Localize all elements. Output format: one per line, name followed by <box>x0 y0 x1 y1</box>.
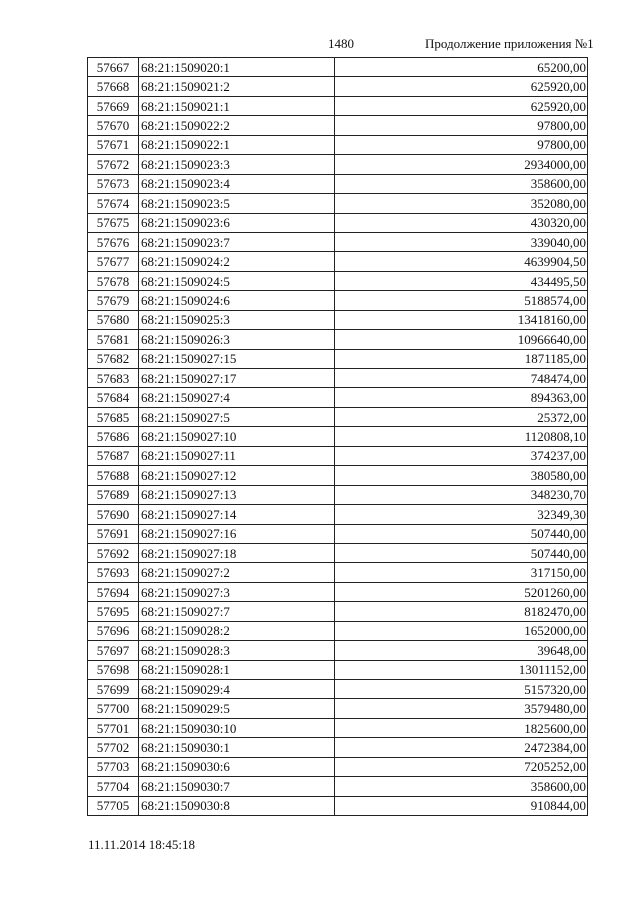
cadastral-number-cell: 68:21:1509022:1 <box>139 135 335 154</box>
table-row <box>88 680 588 699</box>
table-row <box>88 427 588 446</box>
table-row <box>88 738 588 757</box>
row-number-cell: 57693 <box>88 563 139 582</box>
row-number-cell: 57684 <box>88 388 139 407</box>
table-row <box>88 271 588 290</box>
table-row <box>88 505 588 524</box>
table-row <box>88 718 588 737</box>
cadastral-number-cell: 68:21:1509028:3 <box>139 641 335 660</box>
row-number-cell: 57689 <box>88 485 139 504</box>
cadastral-value-cell: 25372,00 <box>335 407 588 426</box>
table-row <box>88 621 588 640</box>
row-number-cell: 57698 <box>88 660 139 679</box>
table-row <box>88 641 588 660</box>
cadastral-value-cell: 507440,00 <box>335 524 588 543</box>
row-number-cell: 57700 <box>88 699 139 718</box>
table-row <box>88 582 588 601</box>
cadastral-value-cell: 2934000,00 <box>335 155 588 174</box>
cadastral-number-cell: 68:21:1509023:6 <box>139 213 335 232</box>
row-number-cell: 57692 <box>88 543 139 562</box>
table-row <box>88 777 588 796</box>
table-row <box>88 213 588 232</box>
table-row <box>88 330 588 349</box>
row-number-cell: 57669 <box>88 96 139 115</box>
cadastral-value-cell: 374237,00 <box>335 446 588 465</box>
row-number-cell: 57672 <box>88 155 139 174</box>
cadastral-value-cell: 32349,30 <box>335 505 588 524</box>
table-row <box>88 58 588 77</box>
table-row <box>88 699 588 718</box>
page-number: 1480 <box>328 36 354 51</box>
row-number-cell: 57674 <box>88 194 139 213</box>
cadastral-number-cell: 68:21:1509027:5 <box>139 407 335 426</box>
table-row <box>88 291 588 310</box>
cadastral-number-cell: 68:21:1509028:1 <box>139 660 335 679</box>
cadastral-value-cell: 434495,50 <box>335 271 588 290</box>
table-row <box>88 660 588 679</box>
cadastral-value-cell: 352080,00 <box>335 194 588 213</box>
cadastral-value-cell: 317150,00 <box>335 563 588 582</box>
cadastral-value-cell: 65200,00 <box>335 58 588 77</box>
cadastral-number-cell: 68:21:1509027:12 <box>139 466 335 485</box>
cadastral-number-cell: 68:21:1509024:6 <box>139 291 335 310</box>
row-number-cell: 57703 <box>88 757 139 776</box>
row-number-cell: 57696 <box>88 621 139 640</box>
cadastral-number-cell: 68:21:1509027:14 <box>139 505 335 524</box>
cadastral-value-cell: 97800,00 <box>335 135 588 154</box>
cadastral-value-cell: 5201260,00 <box>335 582 588 601</box>
cadastral-value-cell: 748474,00 <box>335 369 588 388</box>
cadastral-value-cell: 339040,00 <box>335 232 588 251</box>
cadastral-number-cell: 68:21:1509027:13 <box>139 485 335 504</box>
cadastral-number-cell: 68:21:1509030:10 <box>139 718 335 737</box>
table-row <box>88 77 588 96</box>
row-number-cell: 57685 <box>88 407 139 426</box>
table-row <box>88 349 588 368</box>
row-number-cell: 57682 <box>88 349 139 368</box>
table-row <box>88 446 588 465</box>
cadastral-value-cell: 5188574,00 <box>335 291 588 310</box>
row-number-cell: 57686 <box>88 427 139 446</box>
cadastral-number-cell: 68:21:1509026:3 <box>139 330 335 349</box>
cadastral-value-cell: 358600,00 <box>335 174 588 193</box>
row-number-cell: 57667 <box>88 58 139 77</box>
cadastral-value-cell: 10966640,00 <box>335 330 588 349</box>
cadastral-number-cell: 68:21:1509027:7 <box>139 602 335 621</box>
cadastral-value-cell: 1652000,00 <box>335 621 588 640</box>
cadastral-value-cell: 348230,70 <box>335 485 588 504</box>
cadastral-number-cell: 68:21:1509024:2 <box>139 252 335 271</box>
cadastral-number-cell: 68:21:1509027:17 <box>139 369 335 388</box>
table-row <box>88 602 588 621</box>
row-number-cell: 57702 <box>88 738 139 757</box>
cadastral-value-cell: 430320,00 <box>335 213 588 232</box>
cadastral-value-cell: 39648,00 <box>335 641 588 660</box>
cadastral-value-cell: 97800,00 <box>335 116 588 135</box>
cadastral-value-cell: 1120808,10 <box>335 427 588 446</box>
cadastral-value-cell: 13011152,00 <box>335 660 588 679</box>
cadastral-value-cell: 7205252,00 <box>335 757 588 776</box>
table-row <box>88 543 588 562</box>
cadastral-number-cell: 68:21:1509027:10 <box>139 427 335 446</box>
cadastral-value-cell: 4639904,50 <box>335 252 588 271</box>
cadastral-value-cell: 507440,00 <box>335 543 588 562</box>
cadastral-number-cell: 68:21:1509023:7 <box>139 232 335 251</box>
cadastral-number-cell: 68:21:1509027:2 <box>139 563 335 582</box>
cadastral-value-cell: 5157320,00 <box>335 680 588 699</box>
cadastral-number-cell: 68:21:1509027:18 <box>139 543 335 562</box>
cadastral-number-cell: 68:21:1509023:5 <box>139 194 335 213</box>
row-number-cell: 57688 <box>88 466 139 485</box>
cadastral-value-cell: 358600,00 <box>335 777 588 796</box>
row-number-cell: 57681 <box>88 330 139 349</box>
cadastral-number-cell: 68:21:1509030:6 <box>139 757 335 776</box>
row-number-cell: 57697 <box>88 641 139 660</box>
table-body <box>88 58 588 816</box>
row-number-cell: 57704 <box>88 777 139 796</box>
row-number-cell: 57687 <box>88 446 139 465</box>
cadastral-number-cell: 68:21:1509025:3 <box>139 310 335 329</box>
cadastral-number-cell: 68:21:1509023:4 <box>139 174 335 193</box>
table-row <box>88 524 588 543</box>
appendix-continuation-note: Продолжение приложения №1 <box>425 36 594 51</box>
row-number-cell: 57675 <box>88 213 139 232</box>
table-row <box>88 388 588 407</box>
cadastral-value-cell: 2472384,00 <box>335 738 588 757</box>
cadastral-number-cell: 68:21:1509029:4 <box>139 680 335 699</box>
cadastral-number-cell: 68:21:1509027:3 <box>139 582 335 601</box>
row-number-cell: 57690 <box>88 505 139 524</box>
cadastral-number-cell: 68:21:1509030:7 <box>139 777 335 796</box>
table-row <box>88 252 588 271</box>
cadastral-value-cell: 380580,00 <box>335 466 588 485</box>
row-number-cell: 57699 <box>88 680 139 699</box>
table-row <box>88 796 588 815</box>
table-row <box>88 155 588 174</box>
cadastral-number-cell: 68:21:1509029:5 <box>139 699 335 718</box>
row-number-cell: 57671 <box>88 135 139 154</box>
table-row <box>88 174 588 193</box>
cadastral-number-cell: 68:21:1509024:5 <box>139 271 335 290</box>
table-row <box>88 96 588 115</box>
cadastral-number-cell: 68:21:1509021:1 <box>139 96 335 115</box>
row-number-cell: 57673 <box>88 174 139 193</box>
row-number-cell: 57683 <box>88 369 139 388</box>
row-number-cell: 57694 <box>88 582 139 601</box>
cadastral-number-cell: 68:21:1509021:2 <box>139 77 335 96</box>
cadastral-value-cell: 910844,00 <box>335 796 588 815</box>
row-number-cell: 57705 <box>88 796 139 815</box>
cadastral-value-cell: 1871185,00 <box>335 349 588 368</box>
row-number-cell: 57676 <box>88 232 139 251</box>
table-row <box>88 757 588 776</box>
cadastral-number-cell: 68:21:1509027:15 <box>139 349 335 368</box>
table-row <box>88 116 588 135</box>
cadastral-value-cell: 1825600,00 <box>335 718 588 737</box>
cadastral-number-cell: 68:21:1509028:2 <box>139 621 335 640</box>
cadastral-number-cell: 68:21:1509030:8 <box>139 796 335 815</box>
footer-timestamp: 11.11.2014 18:45:18 <box>88 837 196 852</box>
cadastral-number-cell: 68:21:1509030:1 <box>139 738 335 757</box>
row-number-cell: 57691 <box>88 524 139 543</box>
table-row <box>88 310 588 329</box>
row-number-cell: 57695 <box>88 602 139 621</box>
row-number-cell: 57679 <box>88 291 139 310</box>
cadastral-value-cell: 13418160,00 <box>335 310 588 329</box>
row-number-cell: 57668 <box>88 77 139 96</box>
table-row <box>88 407 588 426</box>
cadastral-number-cell: 68:21:1509022:2 <box>139 116 335 135</box>
cadastral-value-cell: 894363,00 <box>335 388 588 407</box>
row-number-cell: 57677 <box>88 252 139 271</box>
table-row <box>88 369 588 388</box>
table-row <box>88 466 588 485</box>
table-row <box>88 194 588 213</box>
cadastral-value-cell: 3579480,00 <box>335 699 588 718</box>
table-row <box>88 485 588 504</box>
cadastral-value-table <box>87 57 588 816</box>
table-row <box>88 232 588 251</box>
row-number-cell: 57701 <box>88 718 139 737</box>
cadastral-value-cell: 625920,00 <box>335 96 588 115</box>
row-number-cell: 57680 <box>88 310 139 329</box>
cadastral-value-cell: 8182470,00 <box>335 602 588 621</box>
cadastral-number-cell: 68:21:1509027:4 <box>139 388 335 407</box>
cadastral-number-cell: 68:21:1509023:3 <box>139 155 335 174</box>
table-row <box>88 563 588 582</box>
cadastral-number-cell: 68:21:1509027:11 <box>139 446 335 465</box>
cadastral-value-cell: 625920,00 <box>335 77 588 96</box>
cadastral-number-cell: 68:21:1509020:1 <box>139 58 335 77</box>
cadastral-number-cell: 68:21:1509027:16 <box>139 524 335 543</box>
row-number-cell: 57678 <box>88 271 139 290</box>
table-row <box>88 135 588 154</box>
row-number-cell: 57670 <box>88 116 139 135</box>
